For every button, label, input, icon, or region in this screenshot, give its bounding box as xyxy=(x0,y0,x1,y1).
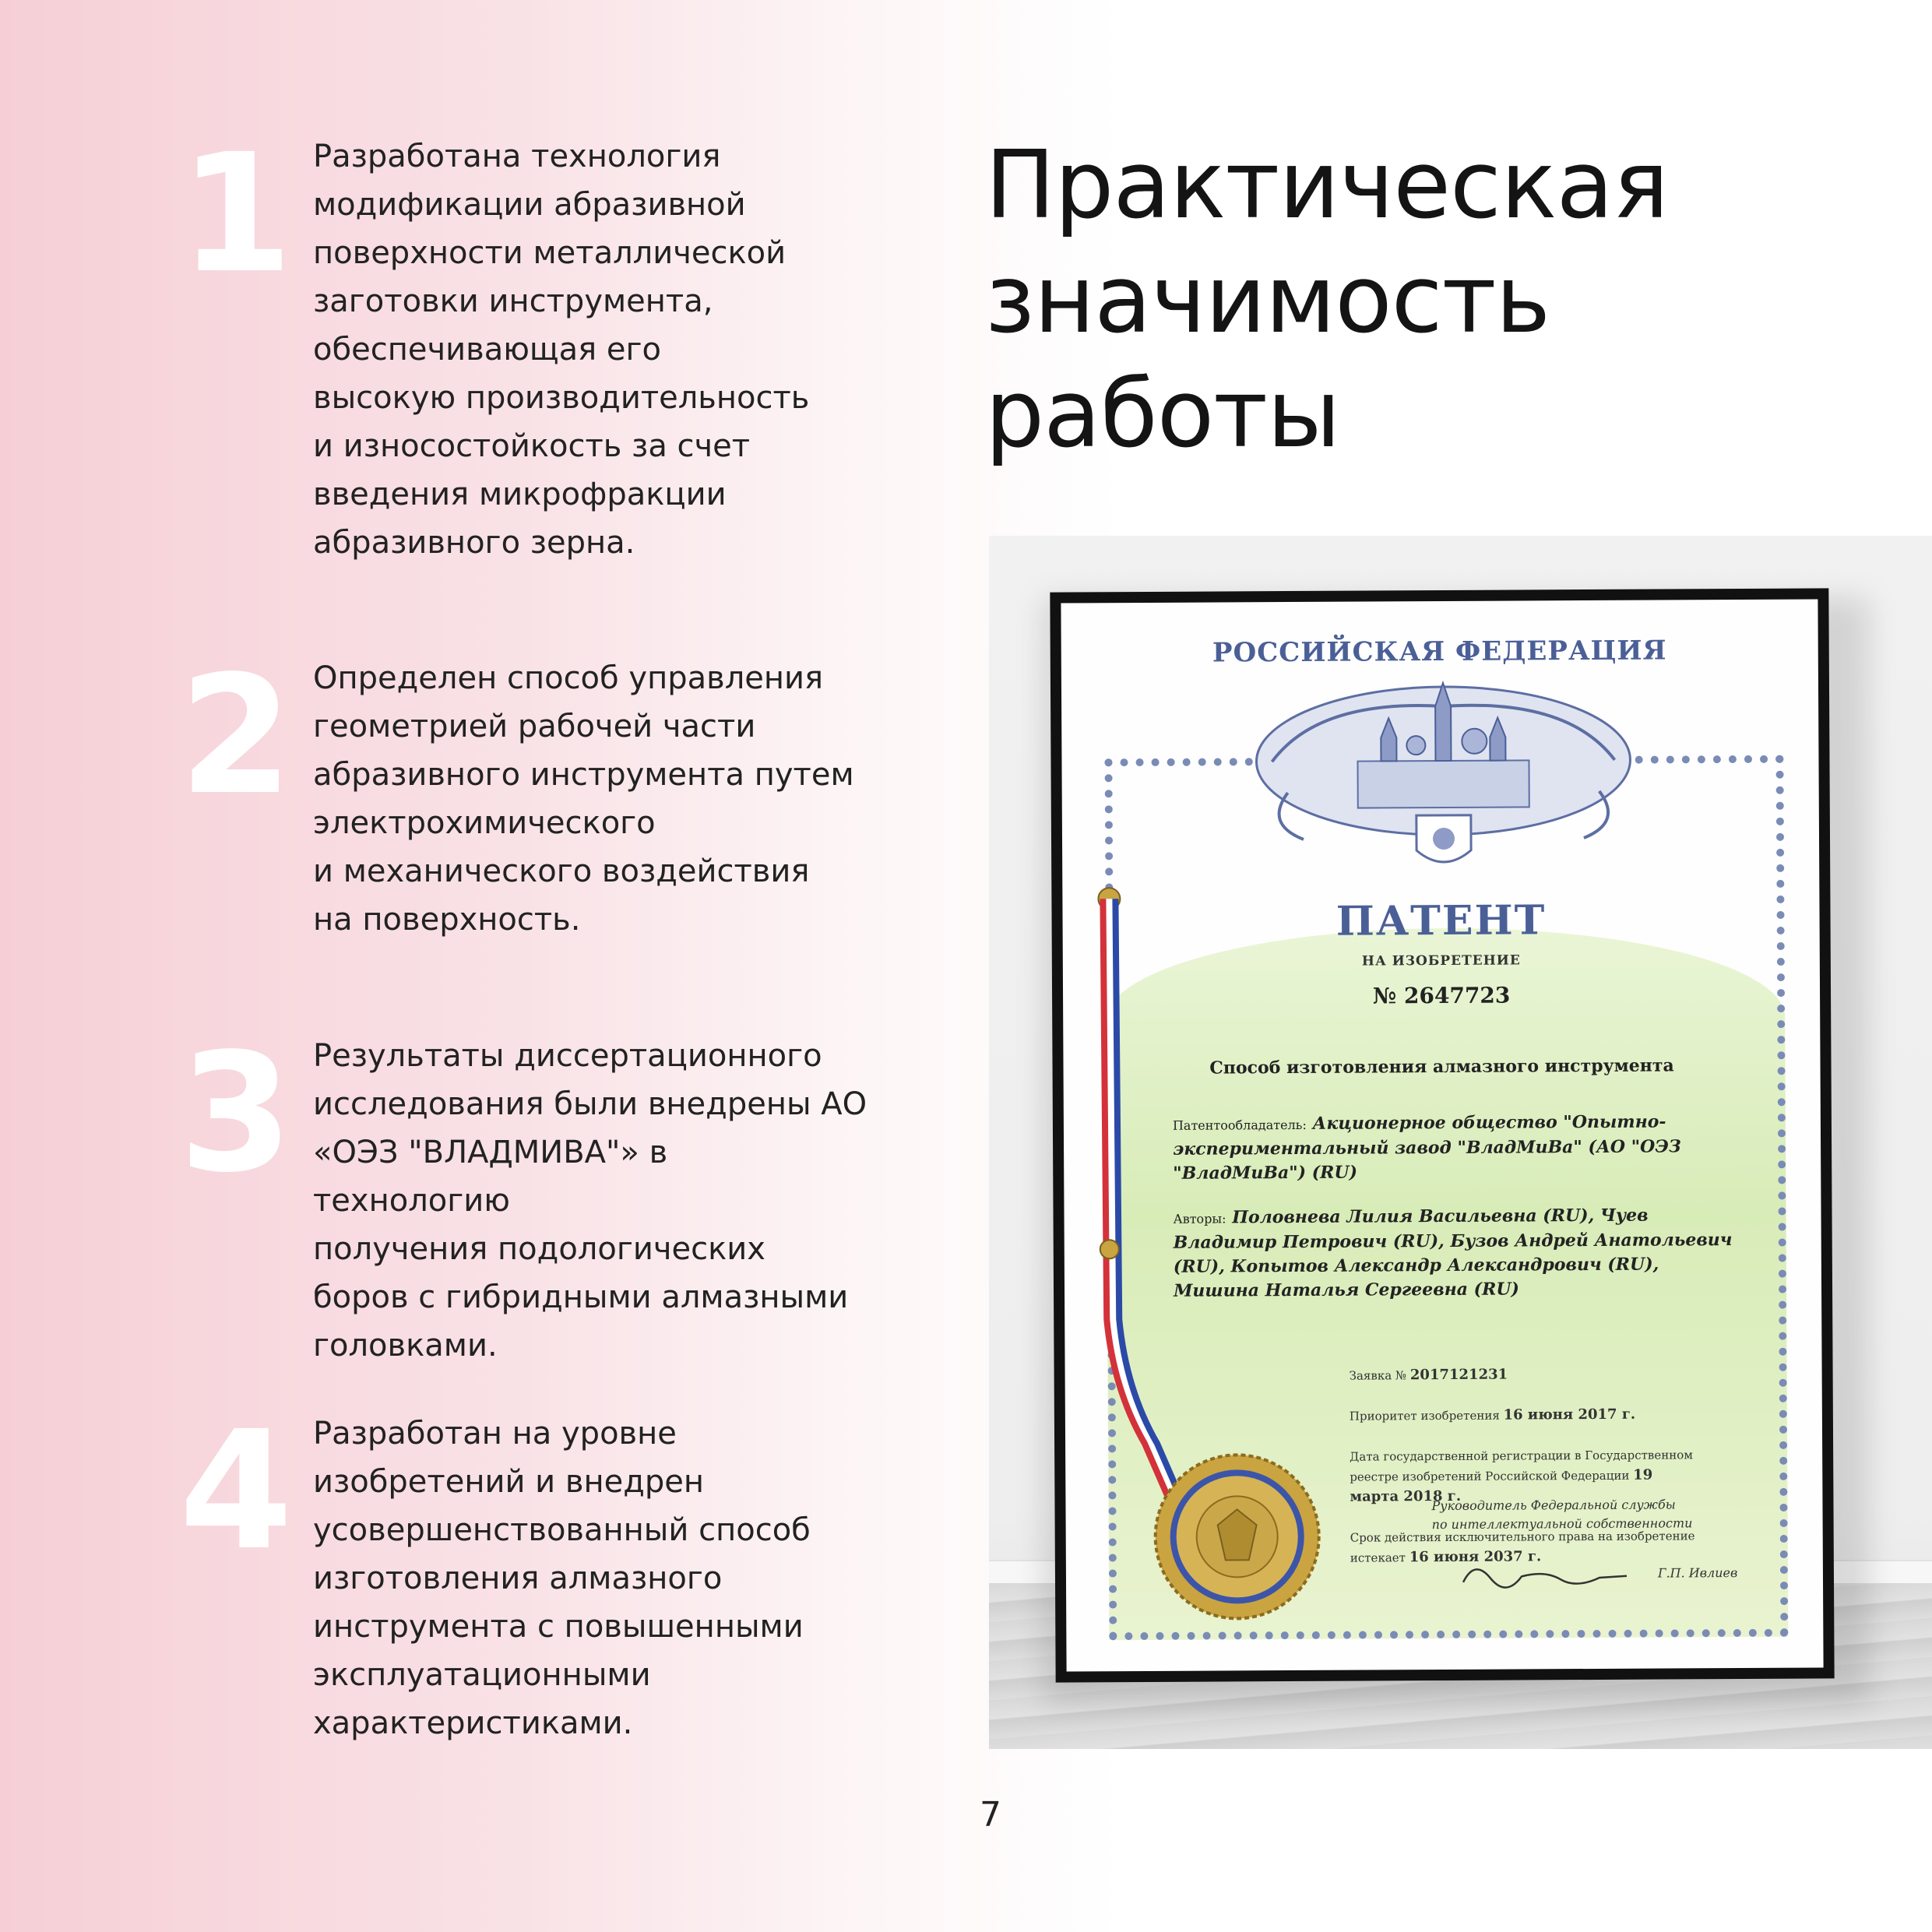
official-seal-icon xyxy=(1151,1451,1323,1623)
item-text: Разработан на уровне изобретений и внедрен усовершенствованный способ изготовления алмазного инструмента с повышенными эксплуатационными характеристиками. xyxy=(313,1416,811,1741)
meta-row: Заявка № 2017121231 xyxy=(1349,1366,1508,1384)
meta-row: Дата государственной регистрации в Государственном реестре изобретений Российской Федерации 19 марта 2018 г. xyxy=(1350,1448,1693,1505)
authors-label: Авторы: xyxy=(1173,1211,1226,1226)
patent-certificate xyxy=(1061,599,1823,1671)
patent-holder xyxy=(1173,1110,1741,1186)
item-text: Определен способ управления геометрией рабочей части абразивного инструмента путем электрохимического и механического воздействия на поверхность. xyxy=(313,660,854,938)
kremlin-emblem-icon xyxy=(1240,674,1646,879)
holder-value: Акционерное общество "Опытно-экспериментальный завод "ВладМиВа" (АО "ОЭЗ "ВладМиВа") (RU) xyxy=(1173,1111,1681,1184)
holder-label: Патентообладатель: xyxy=(1172,1117,1307,1133)
patent-number: № 2647723 xyxy=(1372,982,1511,1009)
patent-subheading: НА ИЗОБРЕТЕНИЕ xyxy=(1361,952,1521,970)
signer-role: Руководитель Федеральной службы по интеллектуальной собственности xyxy=(1431,1497,1693,1533)
page-number: 7 xyxy=(980,1795,1001,1835)
item-number: 2 xyxy=(179,640,294,831)
patent-photo xyxy=(989,536,1932,1749)
item-number: 4 xyxy=(179,1395,294,1586)
signature-icon xyxy=(1459,1554,1631,1594)
item-number: 1 xyxy=(179,118,294,309)
page-title: Практическая значимость работы xyxy=(985,132,1669,469)
meta-row: Срок действия исключительного права на изобретение истекает 16 июня 2037 г. xyxy=(1350,1529,1695,1566)
signer-name: Г.П. Ивлиев xyxy=(1657,1565,1738,1581)
item-text: Разработана технология модификации абразивной поверхности металлической заготовки инструмента, обеспечивающая его высокую производительность и износостойкость за счет введения микрофракции абразивного зерна. xyxy=(313,139,810,561)
invention-title: Способ изготовления алмазного инструмента xyxy=(1209,1055,1674,1079)
item-number: 3 xyxy=(179,1018,294,1209)
registration-details xyxy=(1349,1343,1701,1588)
picture-frame xyxy=(1050,588,1834,1682)
certificate-header: РОССИЙСКАЯ ФЕДЕРАЦИЯ xyxy=(1212,635,1667,669)
patent-authors xyxy=(1173,1203,1742,1304)
item-text: Результаты диссертационного исследования были внедрены АО «ОЭЗ "ВЛАДМИВА"» в технологию получения подологических боров с гибридными алмазными головками. xyxy=(313,1038,867,1364)
patent-heading: ПАТЕНТ xyxy=(1336,896,1547,945)
meta-row: Приоритет изобретения 16 июня 2017 г. xyxy=(1349,1406,1636,1423)
authors-value: Половнева Лилия Васильевна (RU), Чуев Владимир Петрович (RU), Бузов Андрей Анатольевич (RU), Копытов Александр Александрович (RU), Мишина Наталья Сергеевна (RU) xyxy=(1173,1205,1733,1301)
